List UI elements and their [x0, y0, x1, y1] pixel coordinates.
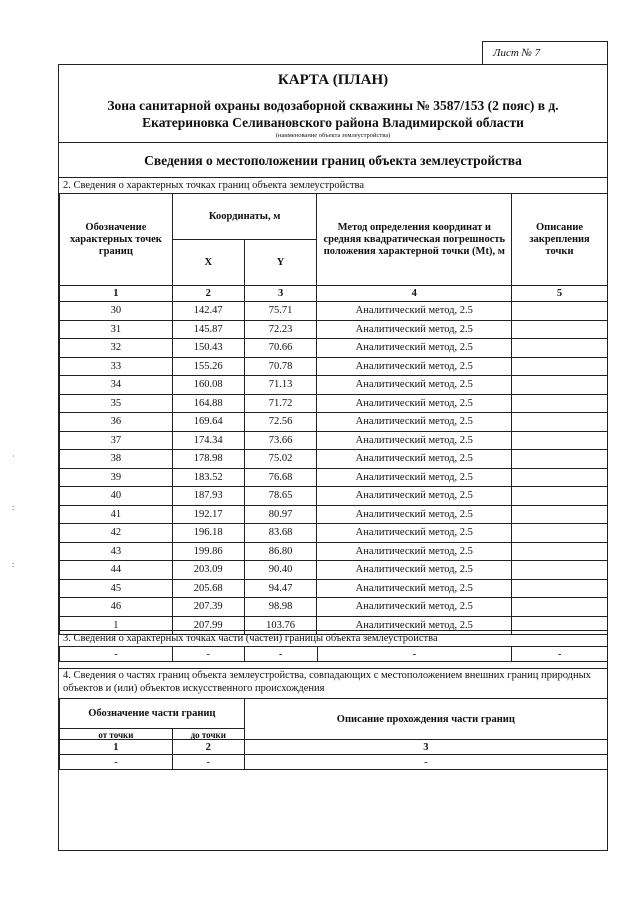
cell-method: Аналитический метод, 2.5 [317, 431, 512, 450]
cell-point: 40 [60, 487, 173, 506]
subtitle-line-2: Екатериновка Селивановского района Владимирской области [142, 115, 524, 130]
cell-point: 38 [60, 450, 173, 469]
header-method: Метод определения координат и средняя квадратическая погрешность положения характерной точки (Mt), м [317, 194, 512, 286]
cell-y: 98.98 [244, 598, 317, 617]
cell-point: 1 [60, 616, 173, 635]
cell-desc [512, 376, 608, 395]
cell-method: Аналитический метод, 2.5 [317, 413, 512, 432]
cell-x: 142.47 [172, 302, 244, 321]
cell-x: 192.17 [172, 505, 244, 524]
table-cell: - [244, 647, 317, 662]
table-cell: - [60, 755, 173, 770]
section2-label: 2. Сведения о характерных точках границ объекта землеустройства [63, 180, 365, 191]
table-row [60, 647, 608, 662]
cell-y: 71.72 [244, 394, 317, 413]
cell-desc [512, 579, 608, 598]
cell-y: 70.66 [244, 339, 317, 358]
cell-x: 199.86 [172, 542, 244, 561]
table-row [60, 376, 608, 395]
header-from-point: от точки [98, 729, 134, 739]
table-row [60, 302, 608, 321]
margin-mark: · [12, 452, 15, 461]
table-cell: - [172, 755, 244, 770]
cell-x: 207.99 [172, 616, 244, 635]
table-row [60, 394, 608, 413]
header-description: Описание закрепления точки [512, 194, 608, 286]
cell-desc [512, 357, 608, 376]
table-cell: - [172, 647, 244, 662]
table-row [60, 598, 608, 617]
points-table [59, 193, 608, 635]
cell-point: 39 [60, 468, 173, 487]
table-row [60, 413, 608, 432]
cell-desc [512, 450, 608, 469]
sheet-number: Лист № 7 [493, 47, 541, 59]
cell-y: 83.68 [244, 524, 317, 543]
cell-method: Аналитический метод, 2.5 [317, 302, 512, 321]
cell-point: 36 [60, 413, 173, 432]
cell-x: 207.39 [172, 598, 244, 617]
cell-desc [512, 413, 608, 432]
document-title: КАРТА (ПЛАН) [277, 72, 389, 88]
section3-label: 3. Сведения о характерных точках части (частей) границы объекта землеустройства [59, 630, 608, 646]
header-y: Y [244, 240, 317, 286]
table-row [60, 755, 608, 770]
cell-y: 73.66 [244, 431, 317, 450]
cell-method: Аналитический метод, 2.5 [317, 376, 512, 395]
cell-method: Аналитический метод, 2.5 [317, 561, 512, 580]
cell-desc [512, 524, 608, 543]
header-part: Обозначение части границ [60, 699, 245, 729]
cell-point: 35 [60, 394, 173, 413]
cell-method: Аналитический метод, 2.5 [317, 616, 512, 635]
table-row [60, 542, 608, 561]
cell-x: 145.87 [172, 320, 244, 339]
table-row [60, 524, 608, 543]
document-header [59, 65, 607, 143]
table-row [60, 561, 608, 580]
margin-mark: : [12, 503, 15, 512]
cell-method: Аналитический метод, 2.5 [317, 598, 512, 617]
header-point: Обозначение характерных точек границ [60, 194, 173, 286]
table-cell: - [317, 647, 512, 662]
cell-method: Аналитический метод, 2.5 [317, 542, 512, 561]
cell-y: 103.76 [244, 616, 317, 635]
cell-method: Аналитический метод, 2.5 [317, 579, 512, 598]
col-number: 4 [317, 286, 512, 302]
header-to-point: до точки [190, 729, 226, 739]
cell-method: Аналитический метод, 2.5 [317, 468, 512, 487]
cell-y: 78.65 [244, 487, 317, 506]
cell-point: 45 [60, 579, 173, 598]
cell-desc [512, 505, 608, 524]
cell-x: 187.93 [172, 487, 244, 506]
cell-method: Аналитический метод, 2.5 [317, 320, 512, 339]
cell-y: 76.68 [244, 468, 317, 487]
cell-method: Аналитический метод, 2.5 [317, 524, 512, 543]
table-row [60, 450, 608, 469]
cell-method: Аналитический метод, 2.5 [317, 450, 512, 469]
cell-y: 86.80 [244, 542, 317, 561]
cell-desc [512, 431, 608, 450]
section4-table [59, 698, 608, 770]
cell-x: 169.64 [172, 413, 244, 432]
cell-y: 72.56 [244, 413, 317, 432]
cell-point: 37 [60, 431, 173, 450]
cell-desc [512, 487, 608, 506]
header-coords: Координаты, м [172, 194, 317, 240]
cell-x: 178.98 [172, 450, 244, 469]
subtitle-line-1: Зона санитарной охраны водозаборной скважины № 3587/153 (2 пояс) в д. [107, 98, 559, 113]
cell-desc [512, 561, 608, 580]
cell-x: 174.34 [172, 431, 244, 450]
cell-point: 42 [60, 524, 173, 543]
col-number: 2 [172, 740, 244, 755]
table-row [60, 468, 608, 487]
cell-y: 75.02 [244, 450, 317, 469]
cell-desc [512, 339, 608, 358]
cell-point: 41 [60, 505, 173, 524]
section3-table [59, 646, 608, 662]
column-numbers-row [60, 286, 608, 302]
column-numbers-row [60, 740, 608, 755]
cell-desc [512, 394, 608, 413]
cell-point: 46 [60, 598, 173, 617]
cell-method: Аналитический метод, 2.5 [317, 394, 512, 413]
col-number: 5 [512, 286, 608, 302]
cell-desc [512, 320, 608, 339]
table-row [60, 339, 608, 358]
cell-y: 70.78 [244, 357, 317, 376]
col-number: 1 [60, 286, 173, 302]
cell-y: 72.23 [244, 320, 317, 339]
cell-y: 94.47 [244, 579, 317, 598]
cell-y: 90.40 [244, 561, 317, 580]
table-row [60, 357, 608, 376]
cell-x: 183.52 [172, 468, 244, 487]
cell-method: Аналитический метод, 2.5 [317, 339, 512, 358]
col-number: 1 [60, 740, 173, 755]
cell-point: 34 [60, 376, 173, 395]
cell-desc [512, 598, 608, 617]
cell-desc [512, 542, 608, 561]
cell-method: Аналитический метод, 2.5 [317, 505, 512, 524]
cell-x: 164.88 [172, 394, 244, 413]
cell-point: 31 [60, 320, 173, 339]
cell-x: 203.09 [172, 561, 244, 580]
margin-mark: : [12, 560, 15, 569]
table-row [60, 431, 608, 450]
table-row [60, 320, 608, 339]
table-row [60, 579, 608, 598]
table-cell: - [60, 647, 173, 662]
table-cell: - [244, 755, 607, 770]
document-frame [58, 64, 608, 851]
cell-method: Аналитический метод, 2.5 [317, 487, 512, 506]
sheet-number-box [482, 41, 608, 65]
document-subtitle [59, 97, 607, 131]
col-number: 3 [244, 740, 607, 755]
table-row [60, 505, 608, 524]
cell-point: 33 [60, 357, 173, 376]
cell-x: 160.08 [172, 376, 244, 395]
cell-point: 32 [60, 339, 173, 358]
col-number: 2 [172, 286, 244, 302]
col-number: 3 [244, 286, 317, 302]
cell-x: 196.18 [172, 524, 244, 543]
table-row [60, 487, 608, 506]
cell-desc [512, 302, 608, 321]
cell-x: 205.68 [172, 579, 244, 598]
cell-y: 75.71 [244, 302, 317, 321]
cell-desc [512, 468, 608, 487]
cell-point: 30 [60, 302, 173, 321]
cell-y: 80.97 [244, 505, 317, 524]
cell-point: 43 [60, 542, 173, 561]
cell-y: 71.13 [244, 376, 317, 395]
cell-method: Аналитический метод, 2.5 [317, 357, 512, 376]
section4-label: 4. Сведения о частях границ объекта землеустройства, совпадающих с местоположением внешних границ природных объектов и (или) объектов искусственного происхождения [59, 668, 608, 695]
table-cell: - [512, 647, 608, 662]
object-caption: (наименование объекта землеустройства) [275, 132, 391, 139]
header-part-description: Описание прохождения части границ [244, 699, 607, 740]
cell-x: 155.26 [172, 357, 244, 376]
points-table-body [60, 302, 608, 635]
header-x: X [172, 240, 244, 286]
cell-x: 150.43 [172, 339, 244, 358]
section-title: Сведения о местоположении границ объекта землеустройства [59, 144, 607, 178]
cell-point: 44 [60, 561, 173, 580]
